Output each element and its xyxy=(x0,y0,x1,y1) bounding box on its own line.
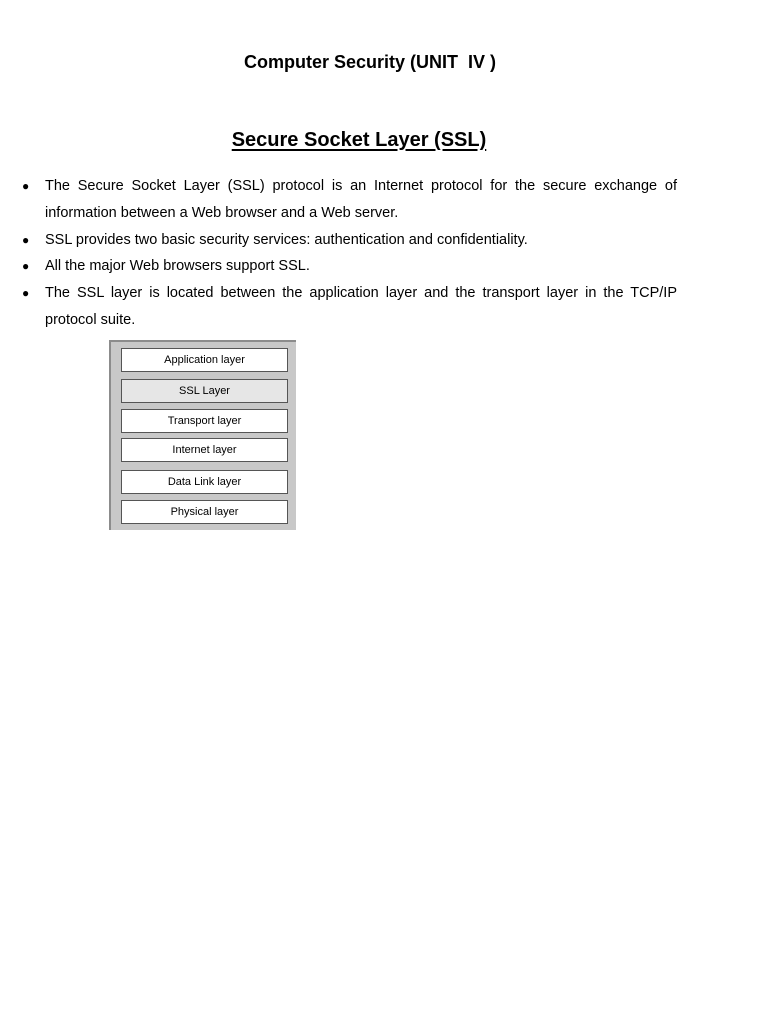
bullet-item xyxy=(0,280,677,334)
layer-box-physical: Physical layer xyxy=(121,500,288,524)
bullet-text: The SSL layer is located between the application layer and the transport layer in the TCP/IP protocol suite. xyxy=(45,285,677,328)
bullet-item xyxy=(0,227,677,254)
layer-box-transport: Transport layer xyxy=(121,409,288,433)
bullet-text: The Secure Socket Layer (SSL) protocol is an Internet protocol for the secure exchange of information between a Web browser and a Web server. xyxy=(45,178,677,221)
bullet-list xyxy=(0,173,768,334)
layer-box-internet: Internet layer xyxy=(121,438,288,462)
bullet-item xyxy=(0,253,677,280)
bullet-text: SSL provides two basic security services: authentication and confidentiality. xyxy=(45,231,528,248)
page-header: Computer Security (UNIT IV ) xyxy=(243,52,497,72)
bullet-icon: ● xyxy=(22,232,30,247)
protocol-stack-diagram xyxy=(109,340,296,530)
layer-box-application: Application layer xyxy=(121,348,288,372)
bullet-item xyxy=(0,173,677,227)
bullet-icon: ● xyxy=(22,259,30,274)
layer-box-ssl: SSL Layer xyxy=(121,379,288,403)
bullet-text: All the major Web browsers support SSL. xyxy=(45,258,310,275)
section-title: Secure Socket Layer (SSL) xyxy=(231,129,487,151)
bullet-icon: ● xyxy=(22,286,30,301)
layer-box-data-link: Data Link layer xyxy=(121,470,288,494)
bullet-icon: ● xyxy=(22,179,30,193)
